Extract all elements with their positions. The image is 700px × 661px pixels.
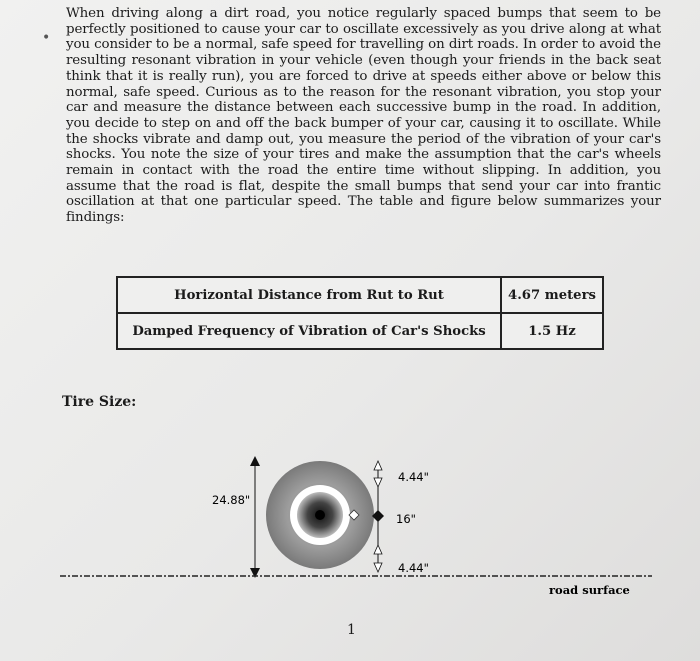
table-cell-value: 4.67 meters: [501, 277, 603, 313]
sidewall-top-label: 4.44": [398, 470, 429, 484]
table-cell-label: Horizontal Distance from Rut to Rut: [117, 277, 501, 313]
rim-diameter-label: 16": [396, 512, 416, 526]
page-number: 1: [347, 622, 356, 638]
margin-mark: •: [42, 30, 51, 46]
tire-icon: [266, 461, 374, 569]
diameter-label: 24.88": [212, 493, 251, 507]
tire-size-heading: Tire Size:: [62, 394, 137, 410]
sidewall-dimensions: [372, 461, 384, 572]
problem-paragraph: When driving along a dirt road, you notice regularly spaced bumps that seem to be perfectly positioned to cause your car to oscillate excessively as you drive along at what you consider to be a normal, safe speed for travelling on dirt roads. In order to avoid the resulting resonant vibration in your vehicle (even though your friends in the back seat think that it is really run), you are forced to drive at speeds either above or below this normal, safe speed. Curious as to the reason for the resonant vibration, you stop your car and measure the distance between each successive bump in the road. In addition, you decide to step on and off the back bumper of your car, causing it to oscillate. While the shocks vibrate and damp out, you measure the period of the vibration of your car's shocks. You note the size of your tires and make the assumption that the car's wheels remain in contact with the road the entire time without slipping. In addition, you assume that the road is flat, despite the small bumps that send your car into frantic oscillation at that one particular speed. The table and figure below summarizes your findings:: [66, 6, 661, 226]
table-cell-value: 1.5 Hz: [501, 313, 603, 349]
road-surface-label: road surface: [549, 583, 630, 597]
diameter-dimension: [250, 456, 260, 578]
sidewall-bottom-label: 4.44": [398, 561, 429, 575]
table-cell-label: Damped Frequency of Vibration of Car's Shocks: [117, 313, 501, 349]
